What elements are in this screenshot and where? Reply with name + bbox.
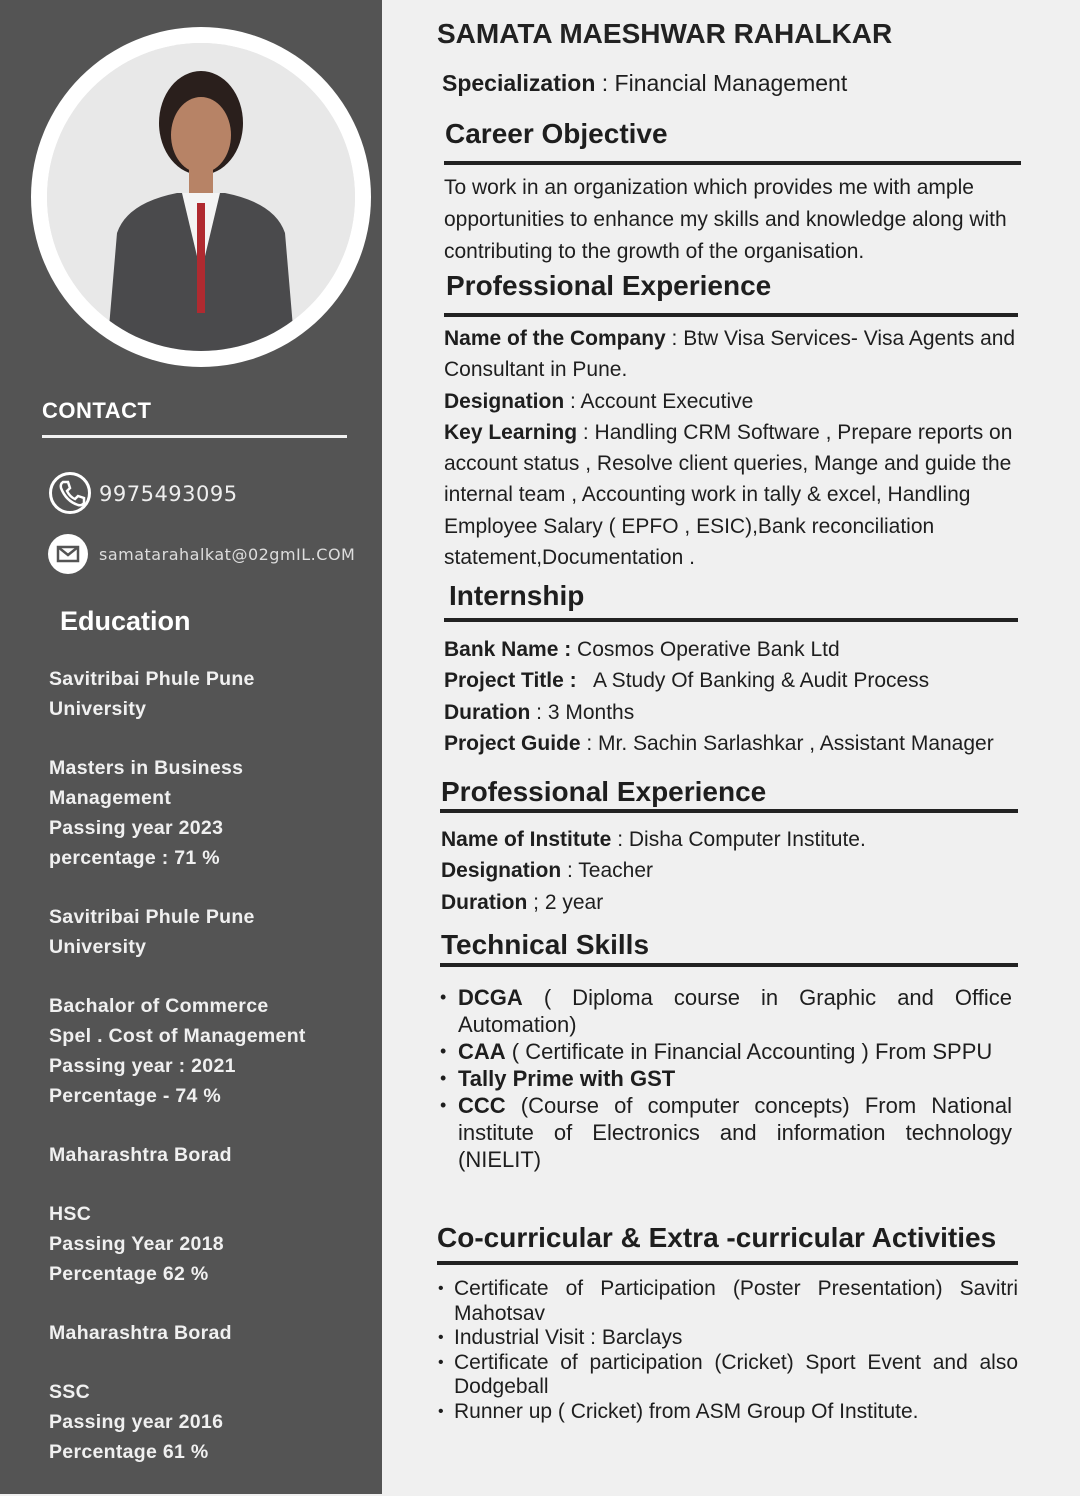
- education-line: Passing Year 2018: [49, 1233, 224, 1255]
- profile-photo: [31, 27, 371, 367]
- education-line: Percentage 61 %: [49, 1441, 209, 1463]
- education-line: Maharashtra Borad: [49, 1144, 232, 1166]
- professional-experience-heading: Professional Experience: [446, 270, 772, 301]
- specialization: [442, 70, 847, 97]
- specialization-label: Specialization: [442, 70, 596, 96]
- education-line: University: [49, 936, 147, 958]
- internship-heading: Internship: [449, 580, 585, 611]
- education-entry: [49, 1199, 369, 1289]
- institute-value: : Disha Computer Institute.: [611, 828, 866, 851]
- education-entry: [49, 902, 369, 962]
- skill-item: [440, 1065, 1012, 1092]
- education-entry: [49, 1140, 369, 1170]
- skill-name: CCC: [458, 1093, 506, 1118]
- divider: [444, 618, 1018, 622]
- divider: [444, 313, 1018, 317]
- activity-item: • Industrial Visit : Barclays: [438, 1326, 1018, 1351]
- email-address: samatarahalkat@02gmIL.COM: [99, 545, 356, 564]
- duration-label: Duration: [444, 700, 531, 724]
- skill-desc: (Course of computer concepts) From National institute of Electronics and information technology (NIELIT): [458, 1093, 1012, 1172]
- phone-icon: [49, 472, 91, 514]
- key-learning-value: : Handling CRM Software , Prepare reports on account status , Resolve client queries, Mange and guide the internal team , Accounting work in tally & excel, Handling Employee Salary ( EPFO , ESIC),Bank reconciliation statement,Documentation .: [444, 420, 1013, 570]
- bank-label: Bank Name :: [444, 638, 572, 661]
- education-line: Maharashtra Borad: [49, 1322, 232, 1344]
- project-title-label: Project Title :: [444, 669, 577, 693]
- skill-desc: ( Certificate in Financial Accounting ) From SPPU: [505, 1039, 993, 1064]
- internship-details: [444, 634, 1064, 759]
- professional-experience-heading-2: Professional Experience: [441, 776, 767, 807]
- education-entry: [49, 664, 369, 724]
- activities-heading: Co-curricular & Extra -curricular Activities: [437, 1222, 997, 1253]
- education-line: University: [49, 698, 147, 720]
- education-line: Masters in Business: [49, 757, 244, 779]
- education-line: Spel . Cost of Management: [49, 1025, 306, 1047]
- divider: [42, 435, 347, 438]
- company-value: : Btw Visa Services- Visa Agents and Consultant in Pune.: [444, 327, 1016, 382]
- education-entry: [49, 753, 369, 873]
- activities-list: [438, 1277, 1018, 1424]
- project-title-value: A Study Of Banking & Audit Process: [576, 669, 930, 693]
- phone-number: 9975493095: [99, 482, 238, 506]
- skill-item: [440, 1092, 1012, 1173]
- experience-details: [444, 323, 1024, 573]
- education-line: Savitribai Phule Pune: [49, 906, 255, 928]
- skill-name: CAA: [458, 1039, 506, 1064]
- education-line: Savitribai Phule Pune: [49, 668, 255, 690]
- skill-name: DCGA: [458, 985, 523, 1010]
- education-line: Percentage - 74 %: [49, 1085, 222, 1107]
- company-label: Name of the Company: [444, 327, 666, 350]
- education-line: Percentage 62 %: [49, 1263, 209, 1285]
- divider: [440, 963, 1018, 967]
- education-heading: Education: [60, 606, 191, 636]
- education-entry: [49, 1318, 369, 1348]
- education-line: SSC: [49, 1381, 90, 1403]
- education-entry: [49, 1377, 369, 1467]
- education-entry: [49, 991, 369, 1111]
- education-line: Management: [49, 787, 172, 809]
- activity-item: • Runner up ( Cricket) from ASM Group Of Institute.: [438, 1400, 1018, 1425]
- divider: [444, 161, 1021, 165]
- project-guide-value: : Mr. Sachin Sarlashkar , Assistant Manager: [580, 731, 994, 755]
- designation-value: : Teacher: [561, 859, 654, 883]
- education-line: Bachalor of Commerce: [49, 995, 269, 1017]
- duration-value: ; 2 year: [527, 890, 604, 914]
- bank-value: Cosmos Operative Bank Ltd: [571, 638, 840, 661]
- skill-name: Tally Prime with GST: [458, 1066, 676, 1091]
- divider: [437, 1261, 1018, 1265]
- education-line: Passing year 2023: [49, 817, 224, 839]
- key-learning-label: Key Learning: [444, 420, 578, 444]
- career-objective-heading: Career Objective: [445, 118, 668, 149]
- contact-heading: CONTACT: [42, 398, 152, 423]
- career-objective-text: To work in an organization which provides me with ample opportunities to enhance my skills and knowledge along with contributing to the growth of the organisation.: [444, 176, 1007, 263]
- specialization-value: : Financial Management: [595, 70, 848, 96]
- candidate-name: SAMATA MAESHWAR RAHALKAR: [437, 18, 893, 49]
- designation-label: Designation: [444, 389, 565, 413]
- duration-label: Duration: [441, 890, 528, 914]
- education-line: Passing year : 2021: [49, 1055, 236, 1077]
- technical-skills-heading: Technical Skills: [441, 929, 650, 960]
- project-guide-label: Project Guide: [444, 731, 581, 755]
- education-line: Passing year 2016: [49, 1411, 224, 1433]
- duration-value: : 3 Months: [530, 700, 635, 724]
- education-line: percentage : 71 %: [49, 847, 220, 869]
- skills-list: [440, 984, 1012, 1173]
- skill-item: [440, 984, 1012, 1038]
- email-icon: [48, 534, 88, 574]
- teaching-experience-details: [441, 824, 1021, 918]
- skill-desc: ( Diploma course in Graphic and Office Automation): [458, 985, 1012, 1037]
- designation-label: Designation: [441, 859, 562, 883]
- education-line: HSC: [49, 1203, 92, 1225]
- designation-value: : Account Executive: [564, 389, 754, 413]
- activity-item: • Certificate of Participation (Poster Presentation) Savitri Mahotsav: [438, 1277, 1018, 1326]
- divider: [440, 809, 1018, 813]
- skill-item: [440, 1038, 1012, 1065]
- institute-label: Name of Institute: [441, 828, 612, 851]
- person-photo-image: [47, 43, 355, 351]
- education-list: [49, 664, 369, 1496]
- activity-item: • Certificate of participation (Cricket) Sport Event and also Dodgeball: [438, 1351, 1018, 1400]
